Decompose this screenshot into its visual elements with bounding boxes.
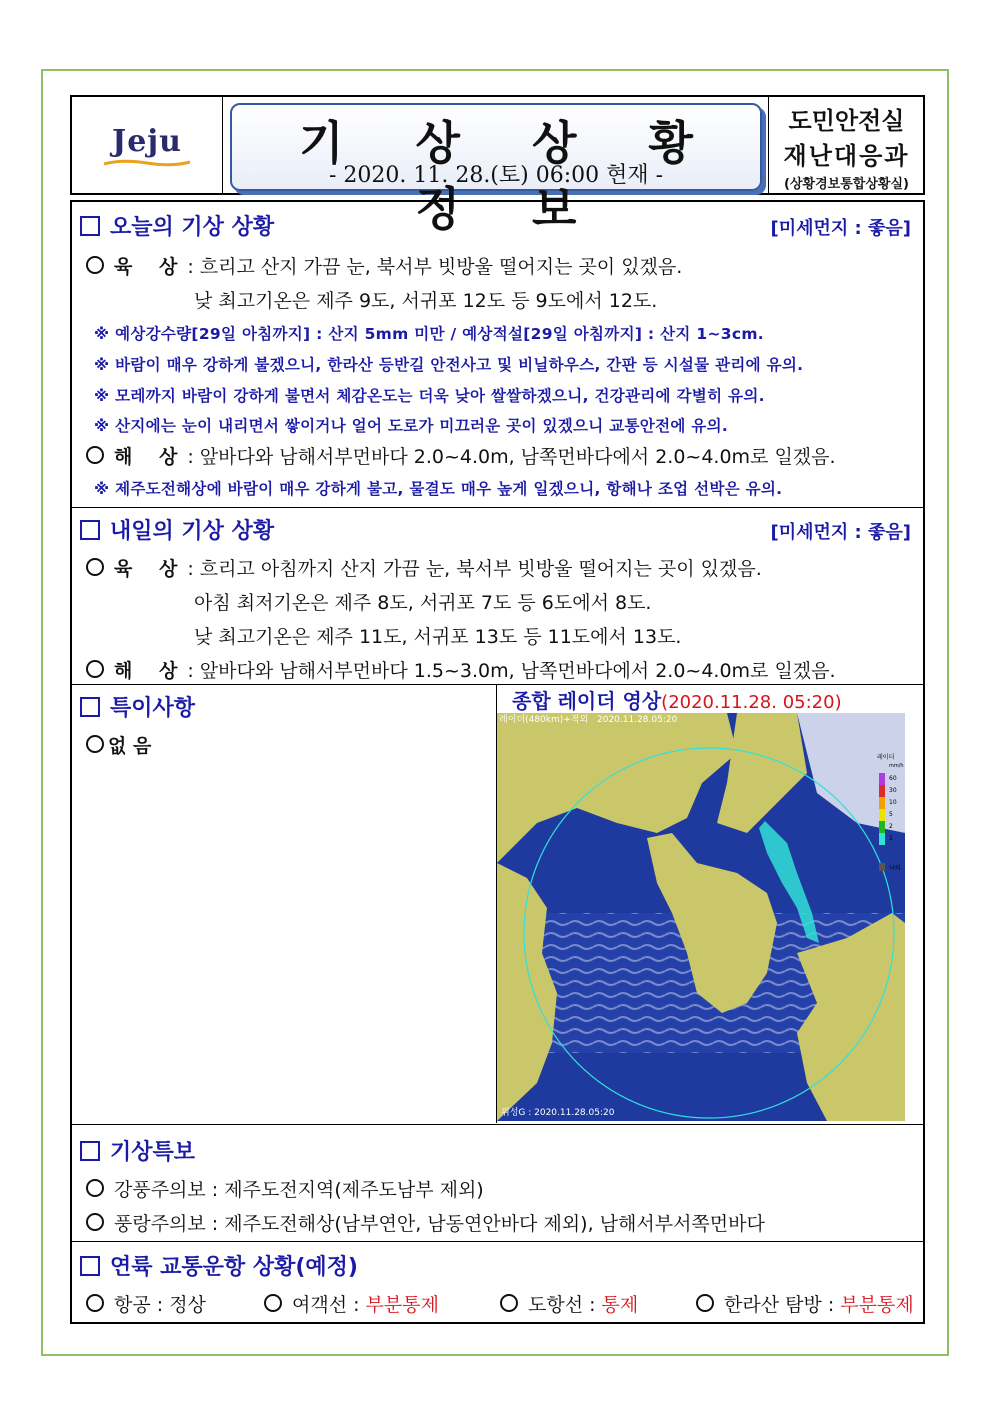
traffic-item-ferry: 여객선 : 부분통제 [264, 1290, 439, 1317]
traffic-item-air: 항공 : 정상 [86, 1290, 206, 1317]
dept-line2: 재난대응과 [783, 142, 910, 170]
logo-text: Jeju [112, 123, 182, 159]
tomorrow-title: 내일의 기상 상황 [80, 514, 274, 545]
warning-item-2: 풍랑주의보 : 제주도전해상(남부연안, 남동연안바다 제외), 남해서부서쪽먼바다 [86, 1209, 765, 1236]
radar-land-jeju [701, 987, 717, 995]
checkbox-square-icon [80, 1256, 100, 1276]
today-section [72, 202, 923, 508]
main-content [70, 200, 925, 1324]
today-note-2: ※ 바람이 매우 강하게 불겠으니, 한라산 등반길 안전사고 및 비닐하우스, 간판 등 시설물 관리에 유의. [94, 356, 804, 374]
circle-bullet-icon [86, 735, 104, 753]
today-note-1: ※ 예상강수량[29일 아침까지] : 산지 5mm 미만 / 예상적설[29일 아침까지] : 산지 1~3cm. [94, 325, 764, 343]
tomorrow-land-line2: 아침 최저기온은 제주 8도, 서귀포 7도 등 6도에서 8도. [194, 592, 652, 614]
special-title: 특이사항 [80, 691, 195, 722]
legend-value: 5 [889, 811, 893, 818]
today-land-line2: 낮 최고기온은 제주 9도, 서귀포 12도 등 9도에서 12도. [194, 290, 658, 312]
legend-value: 1 [889, 835, 893, 842]
legend-value: 10 [889, 799, 897, 806]
radar-caption-bottom: 위성G : 2020.11.28.05:20 [501, 1108, 615, 1118]
tomorrow-dust: [미세먼지 : 좋음] [770, 522, 911, 543]
tomorrow-land-line: 육 상: 흐리고 아침까지 산지 가끔 눈, 북서부 빗방울 떨어지는 곳이 있겠음. [86, 554, 762, 581]
radar-image [497, 713, 905, 1121]
radar-caption-time: 2020.11.28.05:20 [597, 715, 678, 725]
today-land-line: 육 상: 흐리고 산지 가끔 눈, 북서부 빗방울 떨어지는 곳이 있겠음. [86, 252, 682, 279]
special-radar-section [72, 685, 923, 1125]
tomorrow-section [72, 508, 923, 685]
legend-unit: mm/h [889, 763, 904, 769]
traffic-item-hallasan: 한라산 탐방 : 부분통제 [696, 1290, 914, 1317]
legend-value: 60 [889, 775, 897, 782]
warnings-section [72, 1125, 923, 1242]
jeju-logo [72, 97, 223, 193]
title-box [230, 103, 762, 236]
circle-bullet-icon [500, 1294, 518, 1312]
circle-bullet-icon [86, 1294, 104, 1312]
checkbox-square-icon [80, 697, 100, 717]
circle-bullet-icon [86, 1179, 104, 1197]
warnings-title: 기상특보 [80, 1135, 195, 1166]
logo-swoosh-icon [102, 159, 192, 167]
circle-bullet-icon [86, 256, 104, 274]
warning-item-1: 강풍주의보 : 제주도전지역(제주도남부 제외) [86, 1175, 484, 1202]
circle-bullet-icon [86, 1213, 104, 1231]
dept-line1: 도민안전실 [788, 107, 905, 135]
tomorrow-land-line3: 낮 최고기온은 제주 11도, 서귀포 13도 등 11도에서 13도. [194, 626, 682, 648]
today-dust: [미세먼지 : 좋음] [770, 218, 911, 239]
traffic-section [72, 1242, 923, 1322]
circle-bullet-icon [264, 1294, 282, 1312]
circle-bullet-icon [86, 660, 104, 678]
special-item: 없 음 [86, 731, 151, 758]
department [768, 97, 924, 193]
legend-value: 2 [889, 823, 893, 830]
legend-title: 레이더 [877, 754, 895, 761]
today-note-3: ※ 모레까지 바람이 강하게 불면서 체감온도는 더욱 낮아 쌀쌀하겠으니, 건강관리에 각별히 유의. [94, 387, 765, 405]
circle-bullet-icon [86, 558, 104, 576]
today-sea-line: 해 상: 앞바다와 남해서부먼바다 2.0~4.0m, 남쪽먼바다에서 2.0~4.0m로 일겠음. [86, 442, 836, 469]
dept-line3: (상황경보통합상황실) [784, 177, 909, 192]
checkbox-square-icon [80, 216, 100, 236]
page-title: 기 상 상 황 정 보 [299, 116, 721, 236]
radar-title: 종합 레이더 영상(2020.11.28. 05:20) [512, 689, 842, 713]
traffic-title: 연륙 교통운항 상황(예정) [80, 1250, 358, 1281]
report-datetime: - 2020. 11. 28.(토) 06:00 현재 - [328, 163, 664, 188]
radar-caption-top: 레이더(480km)+적외 [499, 715, 589, 725]
legend-value: 30 [889, 787, 897, 794]
checkbox-square-icon [80, 520, 100, 540]
today-sea-note: ※ 제주도전해상에 바람이 매우 강하게 불고, 물결도 매우 높게 일겠으니, 항해나 조업 선박은 유의. [94, 480, 783, 498]
traffic-item-islandferry: 도항선 : 통제 [500, 1290, 638, 1317]
legend-extra: 낙뢰 [889, 865, 901, 872]
today-title: 오늘의 기상 상황 [80, 210, 274, 241]
tomorrow-sea-line: 해 상: 앞바다와 남해서부먼바다 1.5~3.0m, 남쪽먼바다에서 2.0~4.0m로 일겠음. [86, 656, 836, 683]
today-note-4: ※ 산지에는 눈이 내리면서 쌓이거나 얼어 도로가 미끄러운 곳이 있겠으니 교통안전에 유의. [94, 417, 729, 435]
checkbox-square-icon [80, 1141, 100, 1161]
circle-bullet-icon [86, 446, 104, 464]
circle-bullet-icon [696, 1294, 714, 1312]
